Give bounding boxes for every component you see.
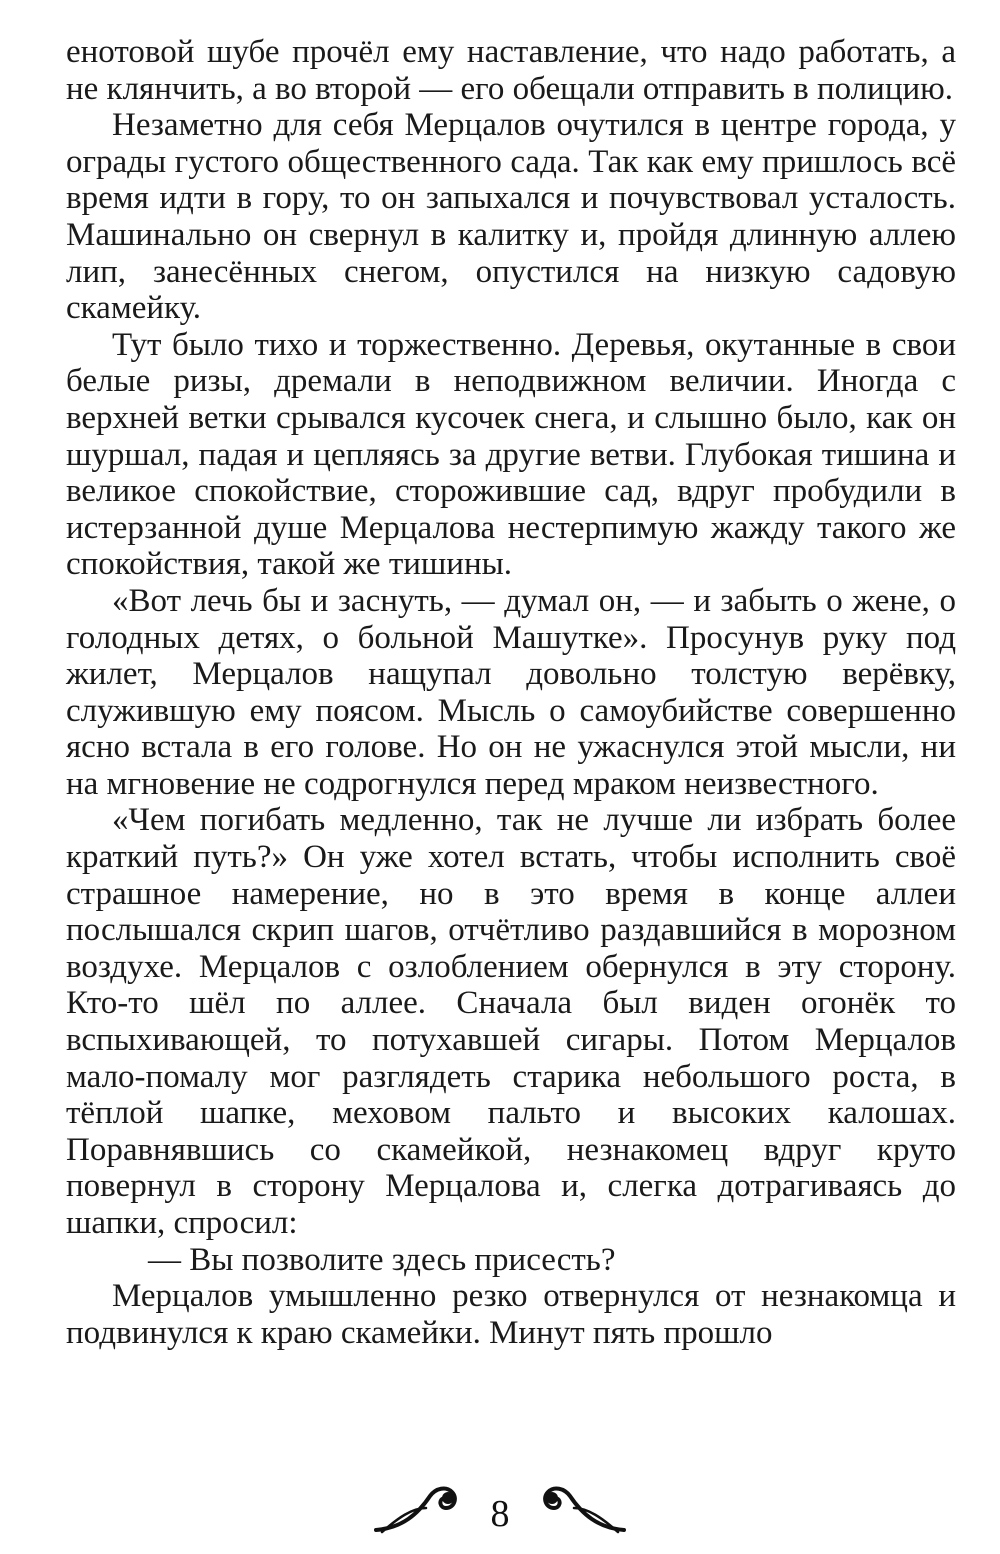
left-swirl-ornament-icon (372, 1478, 464, 1538)
paragraph-5: «Чем погибать медленно, так не лучше ли избрать более краткий путь?» Он уже хотел встать, чтобы исполнить своё страшное намерение, но в это время в конце аллеи послышался скрип шагов, отчётливо раздавшийся в морозном воздухе. Мерцалов с озлоблением обернулся в эту сторону. Кто-то шёл по аллее. Сначала был виден огонёк то вспыхивающей, то потухавшей сигары. Потом Мерцалов мало-помалу мог разглядеть старика небольшого роста, в тёплой шапке, меховом пальто и высоких калошах. Поравнявшись со скамейкой, незнакомец вдруг круто повернул в сторону Мерцалова и, слегка дотрагиваясь до шапки, спросил: (66, 802, 956, 1241)
page-footer (0, 1478, 1000, 1548)
paragraph-3: Тут было тихо и торжественно. Деревья, окутанные в свои белые ризы, дремали в неподвижном величии. Иногда с верхней ветки срывался кусочек снега, и слышно было, как он шуршал, падая и цепляясь за другие ветви. Глубокая тишина и великое спокойствие, сторожившие сад, вдруг пробудили в истерзанной душе Мерцалова нестерпимую жажду такого же спокойствия, такой же тишины. (66, 326, 956, 583)
right-swirl-ornament-icon (536, 1478, 628, 1538)
paragraph-7: Мерцалов умышленно резко отвернулся от незнакомца и подвинулся к краю скамейки. Минут пять прошло (66, 1278, 956, 1351)
paragraph-4: «Вот лечь бы и заснуть, — думал он, — и забыть о жене, о голодных детях, о больной Машутке». Просунув руку под жилет, Мерцалов нащупал довольно толстую верёвку, служившую ему поясом. Мысль о самоубийстве совершенно ясно встала в его голове. Но он не ужаснулся этой мысли, ни на мгновение не содрогнулся перед мраком неизвестного. (66, 582, 956, 802)
paragraph-2: Незаметно для себя Мерцалов очутился в центре города, у ограды густого общественного сада. Так как ему пришлось всё время идти в гору, то он запыхался и почувствовал усталость. Машинально он свернул в калитку и, пройдя длинную аллею лип, занесённых снегом, опустился на низкую садовую скамейку. (66, 107, 956, 327)
paragraph-1: енотовой шубе прочёл ему наставление, что надо работать, а не клянчить, а во второй — его обещали отправить в полицию. (66, 34, 956, 107)
paragraph-6-dialog: — Вы позволите здесь присесть? (148, 1241, 616, 1278)
page-number: 8 (490, 1493, 510, 1535)
page-text (66, 34, 956, 1351)
